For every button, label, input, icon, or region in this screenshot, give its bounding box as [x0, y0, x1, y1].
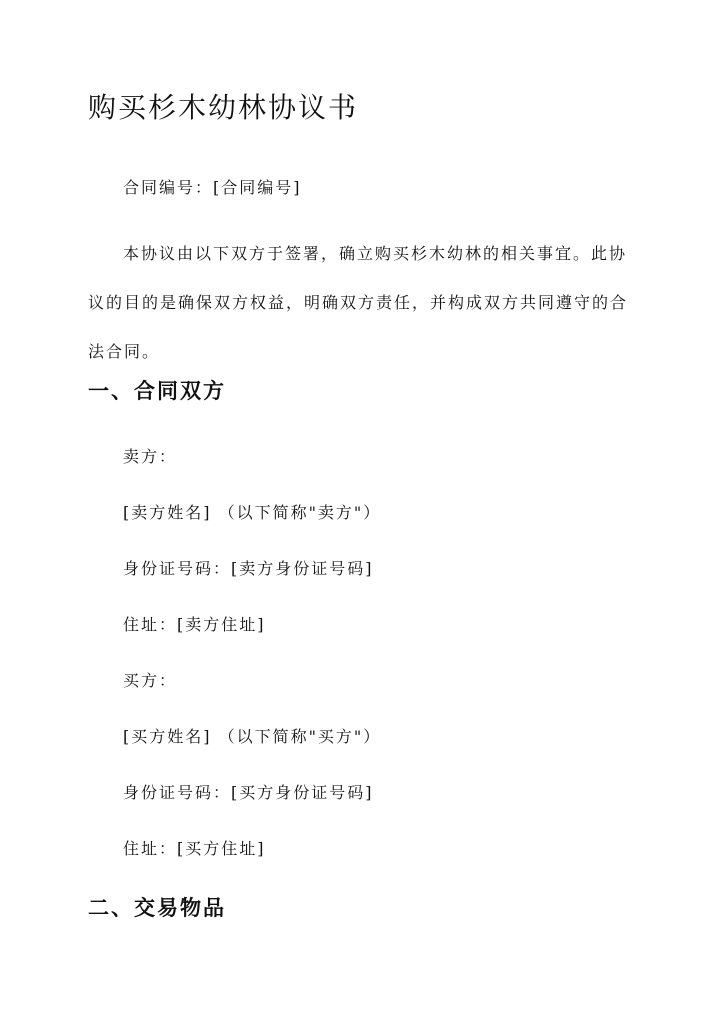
contract-number: 合同编号：[合同编号] [123, 178, 302, 197]
buyer-address: 住址：[买方住址] [123, 839, 266, 858]
seller-label: 卖方： [123, 447, 178, 466]
buyer-label: 买方： [123, 671, 178, 690]
section-heading-goods: 二、交易物品 [88, 895, 226, 920]
intro-paragraph: 本协议由以下双方于签署，确立购买杉木幼林的相关事宜。此协议的目的是确保双方权益，明确双方责任，并构成双方共同遵守的合法合同。 [88, 244, 629, 361]
buyer-name: [买方姓名] （以下简称"买方"） [123, 727, 382, 746]
section-heading-parties: 一、合同双方 [88, 378, 226, 403]
document-title: 购买杉木幼林协议书 [88, 91, 359, 124]
seller-id: 身份证号码：[卖方身份证号码] [123, 559, 374, 578]
buyer-id: 身份证号码：[买方身份证号码] [123, 783, 374, 802]
seller-name: [卖方姓名] （以下简称"卖方"） [123, 503, 382, 522]
seller-address: 住址：[卖方住址] [123, 615, 266, 634]
